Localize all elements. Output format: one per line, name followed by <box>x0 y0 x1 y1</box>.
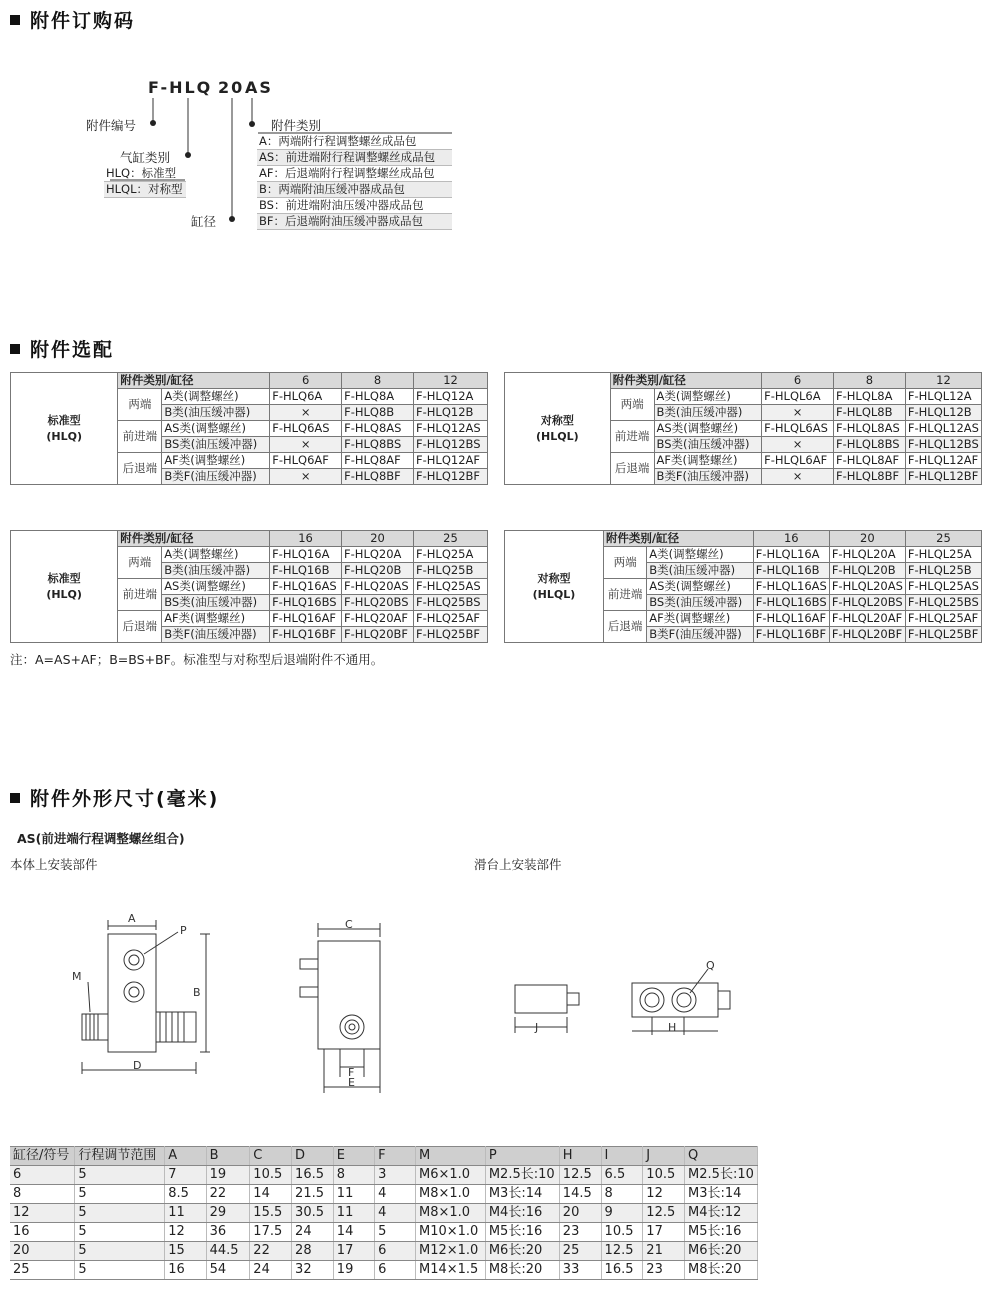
subtype-cell: A类(调整螺丝) <box>647 547 753 563</box>
table-cell: 5 <box>75 1204 165 1223</box>
accessory-type-item: A：两端附行程调整螺丝成品包 <box>257 134 452 150</box>
part-code-cell: F-HLQ8BF <box>342 469 414 485</box>
part-code-cell: F-HLQL20AS <box>829 579 905 595</box>
section1-title: 附件订购码 <box>10 6 135 33</box>
part-code-cell: F-HLQL25BS <box>905 595 981 611</box>
part-code-cell: F-HLQ20A <box>342 547 414 563</box>
column-header: E <box>333 1147 374 1166</box>
table-cell: 4 <box>375 1204 416 1223</box>
part-code-cell: F-HLQ20AF <box>342 611 414 627</box>
column-header: D <box>292 1147 334 1166</box>
table-cell: 12.5 <box>559 1166 601 1185</box>
table-cell: 4 <box>375 1185 416 1204</box>
subtype-cell: A类(调整螺丝) <box>654 389 762 405</box>
table-cell: 19 <box>206 1166 250 1185</box>
part-code-cell: F-HLQ20BS <box>342 595 414 611</box>
part-code-cell: F-HLQ20BF <box>342 627 414 643</box>
part-code-cell: F-HLQ25BS <box>414 595 488 611</box>
table-cell: 5 <box>75 1261 165 1280</box>
subtype-cell: B类(油压缓冲器) <box>162 405 270 421</box>
bore-header: 6 <box>762 373 834 389</box>
part-code-cell: F-HLQ8B <box>342 405 414 421</box>
part-code-cell: F-HLQL20BS <box>829 595 905 611</box>
subtype-cell: AS类(调整螺丝) <box>654 421 762 437</box>
table-cell: 17.5 <box>250 1223 292 1242</box>
table-cell: 12 <box>643 1185 685 1204</box>
dim-label-h: H <box>668 1021 677 1034</box>
bore-header: 20 <box>342 531 414 547</box>
table-row <box>10 1261 758 1280</box>
table-cell: 16 <box>165 1261 206 1280</box>
part-code-cell: F-HLQ12AF <box>414 453 488 469</box>
accessory-type-item: BS：前进端附油压缓冲器成品包 <box>257 198 452 214</box>
table-cell: 12.5 <box>601 1242 643 1261</box>
column-header: Q <box>685 1147 758 1166</box>
part-code-cell: F-HLQ12AS <box>414 421 488 437</box>
table-cell: M5长:16 <box>685 1223 758 1242</box>
column-header: 缸径/符号 <box>10 1147 75 1166</box>
table-cell: 25 <box>10 1261 75 1280</box>
part-code-cell: × <box>270 437 342 453</box>
table-cell: 20 <box>10 1242 75 1261</box>
header-label: 附件类别/缸径 <box>118 373 270 389</box>
table-cell: 23 <box>559 1223 601 1242</box>
group-cell: 前进端 <box>118 421 162 453</box>
table-cell: M14×1.5 <box>416 1261 486 1280</box>
table-row <box>10 1204 758 1223</box>
part-code-cell: F-HLQ12BS <box>414 437 488 453</box>
part-code-cell: F-HLQL12A <box>905 389 981 405</box>
part-code-cell: F-HLQ12A <box>414 389 488 405</box>
table-cell: 36 <box>206 1223 250 1242</box>
part-code-cell: F-HLQ16BS <box>270 595 342 611</box>
part-code-cell: F-HLQL6A <box>762 389 834 405</box>
table-cell: 3 <box>375 1166 416 1185</box>
bore-header: 25 <box>905 531 981 547</box>
table-cell: M6长:20 <box>685 1242 758 1261</box>
part-code-cell: F-HLQL12AF <box>905 453 981 469</box>
part-code-cell: F-HLQ16A <box>270 547 342 563</box>
table-cell: 12 <box>165 1223 206 1242</box>
subtype-cell: BS类(油压缓冲器) <box>654 437 762 453</box>
part-code-cell: × <box>762 469 834 485</box>
table-cell: 8 <box>601 1185 643 1204</box>
subtype-cell: B类(油压缓冲器) <box>162 563 270 579</box>
cylinder-type-name: 对称型 <box>537 571 571 585</box>
part-code-cell: F-HLQL8A <box>834 389 906 405</box>
part-code-cell: F-HLQ8A <box>342 389 414 405</box>
subtype-cell: A类(调整螺丝) <box>162 389 270 405</box>
cylinder-type-list <box>104 166 186 198</box>
table-cell: 21.5 <box>292 1185 334 1204</box>
table-cell: M3长:14 <box>485 1185 559 1204</box>
slide-mount-label: 滑台上安装部件 <box>474 857 562 872</box>
cylinder-type-cell <box>505 373 611 485</box>
subtype-cell: BS类(油压缓冲器) <box>162 595 270 611</box>
table-cell: 5 <box>375 1223 416 1242</box>
group-cell: 两端 <box>118 547 162 579</box>
column-header: M <box>416 1147 486 1166</box>
group-cell: 前进端 <box>610 421 654 453</box>
dim-label-b: B <box>193 986 201 999</box>
bore-header: 25 <box>414 531 488 547</box>
part-code-cell: × <box>762 405 834 421</box>
part-code-cell: F-HLQL16A <box>753 547 829 563</box>
cylinder-type-name: 标准型 <box>47 413 81 427</box>
table-cell: 19 <box>333 1261 374 1280</box>
bore-header: 12 <box>414 373 488 389</box>
part-code-cell: F-HLQL8BS <box>834 437 906 453</box>
table-row <box>10 1242 758 1261</box>
table-cell: 25 <box>559 1242 601 1261</box>
bore-label: 缸径 <box>191 214 217 229</box>
table-cell: 10.5 <box>643 1166 685 1185</box>
table-cell: 5 <box>75 1166 165 1185</box>
part-code-cell: F-HLQ20B <box>342 563 414 579</box>
subtype-cell: AS类(调整螺丝) <box>162 579 270 595</box>
bore-header: 8 <box>342 373 414 389</box>
selection-table <box>504 372 982 485</box>
table-cell: 44.5 <box>206 1242 250 1261</box>
section2-title: 附件选配 <box>10 335 114 362</box>
cylinder-type-name: 标准型 <box>47 571 81 585</box>
part-code-cell: F-HLQL25BF <box>905 627 981 643</box>
header-label: 附件类别/缸径 <box>610 373 761 389</box>
accessory-no-label: 附件编号 <box>86 118 137 133</box>
cylinder-type-code: (HLQL) <box>532 587 576 601</box>
section3-title: 附件外形尺寸(毫米) <box>10 784 219 811</box>
table-cell: 33 <box>559 1261 601 1280</box>
part-code-cell: F-HLQL6AS <box>762 421 834 437</box>
subtype-cell: B类(油压缓冲器) <box>654 405 762 421</box>
part-code-cell: F-HLQ16BF <box>270 627 342 643</box>
cylinder-type-cell <box>11 531 118 643</box>
table-cell: 12 <box>10 1204 75 1223</box>
table-cell: 17 <box>643 1223 685 1242</box>
table-cell: M2.5长:10 <box>685 1166 758 1185</box>
subtype-cell: BS类(油压缓冲器) <box>162 437 270 453</box>
dim-label-q: Q <box>706 959 715 972</box>
table-row <box>10 1223 758 1242</box>
part-code-cell: F-HLQ12B <box>414 405 488 421</box>
cylinder-type-code: (HLQL) <box>536 429 579 443</box>
column-header: C <box>250 1147 292 1166</box>
table-cell: 6 <box>375 1242 416 1261</box>
part-code-cell: F-HLQ20AS <box>342 579 414 595</box>
group-cell: 两端 <box>610 389 654 421</box>
table-cell: 10.5 <box>601 1223 643 1242</box>
part-code-cell: F-HLQ25AS <box>414 579 488 595</box>
table-cell: M4长:16 <box>485 1204 559 1223</box>
dim-label-f: F <box>348 1066 355 1079</box>
dim-label-m: M <box>72 970 82 983</box>
table-header-row <box>10 1147 758 1166</box>
group-cell: 前进端 <box>603 579 646 611</box>
cylinder-type-cell <box>505 531 604 643</box>
group-cell: 两端 <box>118 389 162 421</box>
part-code-cell: F-HLQ8AS <box>342 421 414 437</box>
part-code-cell: F-HLQ25B <box>414 563 488 579</box>
part-code-cell: F-HLQL25A <box>905 547 981 563</box>
part-code-cell: F-HLQL25B <box>905 563 981 579</box>
part-code-cell: F-HLQL8B <box>834 405 906 421</box>
table-cell: 29 <box>206 1204 250 1223</box>
accessory-type-item: AS：前进端附行程调整螺丝成品包 <box>257 150 452 166</box>
table-cell: 5 <box>75 1223 165 1242</box>
table-cell: 6.5 <box>601 1166 643 1185</box>
cylinder-type-code: (HLQ) <box>46 429 82 443</box>
table-cell: 5 <box>75 1185 165 1204</box>
cylinder-type-name: 对称型 <box>540 413 574 427</box>
section3-subtitle: AS(前进端行程调整螺丝组合) <box>17 831 185 846</box>
accessory-no-dot-icon <box>150 120 156 126</box>
part-code-cell: F-HLQ16AF <box>270 611 342 627</box>
slide-mount-side-drawing <box>505 975 595 1040</box>
part-code-cell: F-HLQL25AS <box>905 579 981 595</box>
table-cell: 15 <box>165 1242 206 1261</box>
part-code-cell: F-HLQ12BF <box>414 469 488 485</box>
part-code-cell: F-HLQ8AF <box>342 453 414 469</box>
part-code-cell: F-HLQL20A <box>829 547 905 563</box>
table-cell: 21 <box>643 1242 685 1261</box>
table-cell: 7 <box>165 1166 206 1185</box>
group-cell: 后退端 <box>610 453 654 485</box>
table-cell: 24 <box>292 1223 334 1242</box>
subtype-cell: B类(油压缓冲器) <box>647 563 753 579</box>
cylinder-type-item: HLQL：对称型 <box>104 182 186 198</box>
body-mount-label: 本体上安装部件 <box>10 857 98 872</box>
dim-label-d: D <box>133 1059 142 1072</box>
column-header: 行程调节范围 <box>75 1147 165 1166</box>
accessory-type-dot-icon <box>249 121 255 127</box>
accessory-type-label: 附件类别 <box>271 118 322 133</box>
part-code-cell: F-HLQL12BF <box>905 469 981 485</box>
part-code-cell: F-HLQL12BS <box>905 437 981 453</box>
part-code-cell: F-HLQL8BF <box>834 469 906 485</box>
table-cell: 11 <box>333 1185 374 1204</box>
table-cell: 16.5 <box>601 1261 643 1280</box>
bore-header: 16 <box>270 531 342 547</box>
column-header: H <box>559 1147 601 1166</box>
table-cell: 28 <box>292 1242 334 1261</box>
body-mount-front-drawing <box>290 915 400 1095</box>
table-cell: 12.5 <box>643 1204 685 1223</box>
bore-header: 12 <box>905 373 981 389</box>
table-cell: M8×1.0 <box>416 1204 486 1223</box>
table-cell: 24 <box>250 1261 292 1280</box>
part-code-cell: × <box>762 437 834 453</box>
cylinder-type-dot-icon <box>185 152 191 158</box>
part-code-cell: F-HLQL12AS <box>905 421 981 437</box>
part-code-cell: × <box>270 469 342 485</box>
table-cell: 8 <box>10 1185 75 1204</box>
table-cell: 30.5 <box>292 1204 334 1223</box>
part-code-cell: F-HLQ25A <box>414 547 488 563</box>
part-code-cell: F-HLQ6AF <box>270 453 342 469</box>
table-cell: 11 <box>333 1204 374 1223</box>
part-code-cell: F-HLQL8AF <box>834 453 906 469</box>
table-cell: 11 <box>165 1204 206 1223</box>
selection-table <box>504 530 982 643</box>
order-code-part3: AS <box>245 78 273 97</box>
subtype-cell: AF类(调整螺丝) <box>647 611 753 627</box>
bore-dot-icon <box>229 216 235 222</box>
table-cell: 14.5 <box>559 1185 601 1204</box>
part-code-cell: F-HLQL25AF <box>905 611 981 627</box>
part-code-cell: × <box>270 405 342 421</box>
accessory-type-item: AF：后退端附行程调整螺丝成品包 <box>257 166 452 182</box>
table-cell: 32 <box>292 1261 334 1280</box>
table-cell: M4长:12 <box>685 1204 758 1223</box>
column-header: F <box>375 1147 416 1166</box>
body-mount-side-drawing <box>60 912 230 1082</box>
part-code-cell: F-HLQ25BF <box>414 627 488 643</box>
square-bullet-icon <box>10 344 20 354</box>
part-code-cell: F-HLQ16B <box>270 563 342 579</box>
table-cell: M2.5长:10 <box>485 1166 559 1185</box>
table-cell: 20 <box>559 1204 601 1223</box>
table-cell: 5 <box>75 1242 165 1261</box>
column-header: B <box>206 1147 250 1166</box>
part-code-cell: F-HLQL8AS <box>834 421 906 437</box>
part-code-cell: F-HLQ6AS <box>270 421 342 437</box>
dim-label-a: A <box>128 912 136 925</box>
selection-table <box>10 372 488 485</box>
cylinder-type-item: HLQ：标准型 <box>104 166 186 182</box>
table-cell: M5长:16 <box>485 1223 559 1242</box>
dim-label-c: C <box>345 918 353 931</box>
table-cell: M6长:20 <box>485 1242 559 1261</box>
part-code-cell: F-HLQL20B <box>829 563 905 579</box>
subtype-cell: AF类(调整螺丝) <box>654 453 762 469</box>
table-cell: M3长:14 <box>685 1185 758 1204</box>
part-code-cell: F-HLQL12B <box>905 405 981 421</box>
group-cell: 后退端 <box>603 611 646 643</box>
table-cell: 6 <box>10 1166 75 1185</box>
subtype-cell: B类F(油压缓冲器) <box>162 469 270 485</box>
subtype-cell: AS类(调整螺丝) <box>162 421 270 437</box>
square-bullet-icon <box>10 793 20 803</box>
table-cell: 14 <box>250 1185 292 1204</box>
part-code-cell: F-HLQL16BF <box>753 627 829 643</box>
column-header: J <box>643 1147 685 1166</box>
dim-label-j: J <box>535 1021 539 1034</box>
selection-table <box>10 530 488 643</box>
cylinder-type-label: 气缸类别 <box>120 150 171 165</box>
table-cell: 23 <box>643 1261 685 1280</box>
dimension-table <box>10 1146 758 1280</box>
table-cell: 22 <box>250 1242 292 1261</box>
table-cell: 8.5 <box>165 1185 206 1204</box>
part-code-cell: F-HLQ16AS <box>270 579 342 595</box>
header-label: 附件类别/缸径 <box>603 531 753 547</box>
group-cell: 前进端 <box>118 579 162 611</box>
subtype-cell: AF类(调整螺丝) <box>162 453 270 469</box>
accessory-type-item: BF：后退端附油压缓冲器成品包 <box>257 214 452 230</box>
subtype-cell: BS类(油压缓冲器) <box>647 595 753 611</box>
dim-label-p: P <box>180 924 187 937</box>
part-code-cell: F-HLQL16AS <box>753 579 829 595</box>
cylinder-type-cell <box>11 373 118 485</box>
bore-header: 16 <box>753 531 829 547</box>
table-cell: 22 <box>206 1185 250 1204</box>
group-cell: 两端 <box>603 547 646 579</box>
table-cell: 8 <box>333 1166 374 1185</box>
column-header: A <box>165 1147 206 1166</box>
header-label: 附件类别/缸径 <box>118 531 270 547</box>
column-header: P <box>485 1147 559 1166</box>
accessory-type-list <box>257 134 452 230</box>
subtype-cell: AS类(调整螺丝) <box>647 579 753 595</box>
slide-mount-front-drawing <box>620 955 740 1040</box>
part-code-cell: F-HLQL20AF <box>829 611 905 627</box>
part-code-cell: F-HLQL16BS <box>753 595 829 611</box>
accessory-type-item: B：两端附油压缓冲器成品包 <box>257 182 452 198</box>
selection-note: 注：A=AS+AF；B=BS+BF。标准型与对称型后退端附件不通用。 <box>10 652 384 667</box>
part-code-cell: F-HLQL16AF <box>753 611 829 627</box>
bore-header: 6 <box>270 373 342 389</box>
subtype-cell: AF类(调整螺丝) <box>162 611 270 627</box>
table-cell: 16 <box>10 1223 75 1242</box>
part-code-cell: F-HLQ25AF <box>414 611 488 627</box>
table-cell: 10.5 <box>250 1166 292 1185</box>
bore-header: 20 <box>829 531 905 547</box>
part-code-cell: F-HLQ6A <box>270 389 342 405</box>
order-code-part1: F-HLQ <box>148 78 213 97</box>
group-cell: 后退端 <box>118 453 162 485</box>
table-cell: 14 <box>333 1223 374 1242</box>
table-cell: M8长:20 <box>485 1261 559 1280</box>
table-cell: 16.5 <box>292 1166 334 1185</box>
table-cell: M10×1.0 <box>416 1223 486 1242</box>
table-cell: M8长:20 <box>685 1261 758 1280</box>
table-cell: M12×1.0 <box>416 1242 486 1261</box>
part-code-cell: F-HLQL16B <box>753 563 829 579</box>
subtype-cell: A类(调整螺丝) <box>162 547 270 563</box>
table-row <box>10 1185 758 1204</box>
subtype-cell: B类F(油压缓冲器) <box>162 627 270 643</box>
subtype-cell: B类F(油压缓冲器) <box>654 469 762 485</box>
part-code-cell: F-HLQL6AF <box>762 453 834 469</box>
dim-label-e: E <box>348 1076 355 1089</box>
part-code-cell: F-HLQ8BS <box>342 437 414 453</box>
table-cell: 6 <box>375 1261 416 1280</box>
table-cell: M6×1.0 <box>416 1166 486 1185</box>
cylinder-type-code: (HLQ) <box>46 587 82 601</box>
order-code-part2: 20 <box>218 78 245 97</box>
table-cell: 54 <box>206 1261 250 1280</box>
column-header: I <box>601 1147 643 1166</box>
table-cell: 9 <box>601 1204 643 1223</box>
subtype-cell: B类F(油压缓冲器) <box>647 627 753 643</box>
table-cell: 15.5 <box>250 1204 292 1223</box>
table-row <box>10 1166 758 1185</box>
table-cell: 17 <box>333 1242 374 1261</box>
table-cell: M8×1.0 <box>416 1185 486 1204</box>
part-code-cell: F-HLQL20BF <box>829 627 905 643</box>
group-cell: 后退端 <box>118 611 162 643</box>
bore-header: 8 <box>834 373 906 389</box>
